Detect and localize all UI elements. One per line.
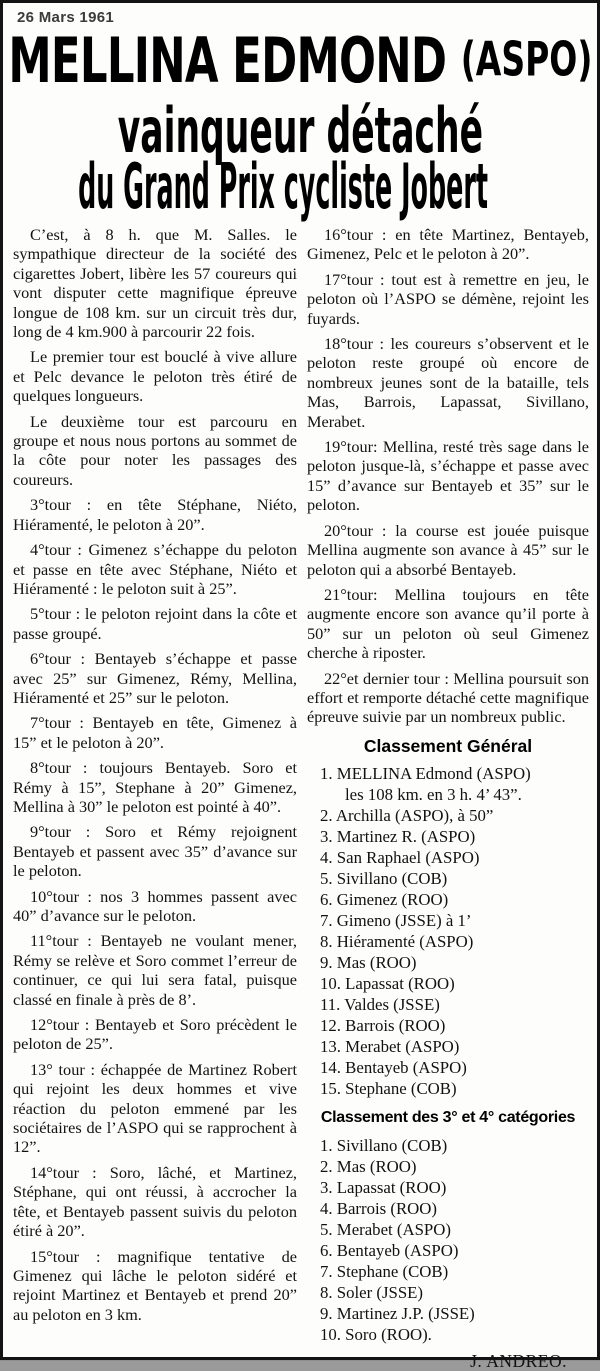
paragraph: 20°tour : la course est jouée puisque Mellina augmente son avance à 45” sur le peloton qui a absorbé Bentayeb. [307, 520, 589, 579]
paragraph: 16°tour : en tête Martinez, Bentayeb, Gimenez, Pelc et le peloton à 20”. [307, 225, 589, 264]
classement-item: 11. Valdes (JSSE) [320, 994, 440, 1014]
paragraph: 6°tour : Bentayeb s’échappe et passe avec 25” sur Gimenez, Rémy, Mellina, Hiéramenté et 25” sur le peloton. [13, 649, 297, 707]
classement-general-title: Classement Général [363, 735, 533, 756]
classement-item: 8. Hiéramenté (ASPO) [320, 931, 474, 951]
classement-item: 5. Merabet (ASPO) [320, 1219, 451, 1239]
headline-line-3: du Grand Prix cycliste Jobert [78, 150, 488, 224]
paragraph: 8°tour : toujours Bentayeb. Soro et Rémy à 15”, Stephane à 20” Gimenez, Mellina à 30” le peloton est pointé à 40”. [13, 758, 297, 816]
paragraph: 17°tour : tout est à remettre en jeu, le peloton où l’ASPO se démène, rejoint les fuyards. [307, 269, 589, 328]
paragraph: 9°tour : Soro et Rémy rejoignent Bentayeb et passent avec 35” d’avance sur le peloton. [13, 822, 297, 881]
classement-item: 13. Merabet (ASPO) [320, 1036, 460, 1056]
headline-main-text: MELLINA EDMOND [7, 23, 446, 98]
classement-item: 9. Mas (ROO) [320, 952, 417, 972]
author-signature: J. ANDREO. [470, 1350, 567, 1371]
classement-item: 2. Archilla (ASPO), à 50” [320, 805, 494, 825]
paragraph: 10°tour : nos 3 hommes passent avec 40” d’avance sur le peloton. [13, 886, 297, 925]
classement-item: 6. Gimenez (ROO) [320, 889, 449, 909]
paragraph: 13° tour : échappée de Martinez Robert qui rejoint les deux hommes et vive réaction du peloton emmené par les sociétaires de l’ASPO qui se rapprochent à 12”. [13, 1059, 297, 1157]
classement-item: 15. Stephane (COB) [320, 1078, 457, 1098]
classement-item: 6. Bentayeb (ASPO) [320, 1240, 459, 1260]
classement-item: 10. Soro (ROO). [320, 1324, 432, 1344]
article-body [3, 225, 597, 1371]
paragraph: 18°tour : les coureurs s’observent et le peloton reste groupé où encore de nombreux jeunes sont de la bataille, tels Mas, Barrois, Lapassat, Sivillano, Merabet. [307, 334, 589, 431]
classement-item: 5. Sivillano (COB) [320, 868, 448, 888]
classement-categories-title: Classement des 3° et 4° catégories [320, 1108, 576, 1126]
paragraph: 4°tour : Gimenez s’échappe du peloton et passe en tête avec Stéphane, Niéto et Hiéramenté : le peloton suit à 25”. [13, 540, 297, 598]
article-column-left [13, 225, 297, 1371]
paragraph: Le deuxième tour est parcouru en groupe et nous nous portons au sommet de la côte pour noter les passages des coureurs. [13, 411, 297, 489]
classement-general-section [307, 736, 589, 1099]
classement-item: 1. Sivillano (COB) [320, 1135, 448, 1155]
paragraph: 12°tour : Bentayeb et Soro précèdent le peloton de 25”. [13, 1015, 297, 1054]
classement-item: 7. Gimeno (JSSE) à 1’ [320, 910, 472, 930]
article-column-right [307, 225, 589, 1371]
classement-item: 14. Bentayeb (ASPO) [320, 1057, 467, 1077]
classement-general-list [307, 763, 589, 1099]
paragraph: C’est, à 8 h. que M. Salles. le sympathique directeur de la société des cigarettes Jobert, libère les 57 coureurs qui vont disputer cette magnifique épreuve longue de 108 km. sur un circuit très dur, long de 4 km.900 à parcourir 22 fois. [13, 225, 297, 342]
classement-item: 4. San Raphael (ASPO) [320, 847, 480, 867]
classement-item: 12. Barrois (ROO) [320, 1015, 446, 1035]
classement-item: 3. Lapassat (ROO) [320, 1177, 447, 1197]
classement-item: 1. MELLINA Edmond (ASPO) [320, 763, 531, 783]
classement-item: 4. Barrois (ROO) [320, 1198, 437, 1218]
classement-item: 10. Lapassat (ROO) [320, 973, 455, 993]
paragraph: 19°tour: Mellina, resté très sage dans le peloton jusque-là, s’échappe et passe avec 15” d’avance sur Bentayeb et 35” sur le peloton. [307, 437, 589, 515]
classement-item: 9. Martinez J.P. (JSSE) [320, 1303, 475, 1323]
paragraph: 21°tour: Mellina toujours en tête augmente encore son avance qu’il porte à 50” sur un peloton où seul Gimenez cherche à riposter. [307, 584, 589, 663]
paragraph: Le premier tour est bouclé à vive allure et Pelc devance le peloton très étiré de quelques longueurs. [13, 347, 297, 406]
paragraph: 5°tour : le peloton rejoint dans la côte et passe groupé. [13, 604, 297, 643]
headline-line-1 [3, 23, 597, 98]
classement-item: 7. Stephane (COB) [320, 1261, 449, 1281]
classement-winner-time: les 108 km. en 3 h. 4’ 43”. [345, 784, 522, 804]
classement-categories-section [307, 1108, 589, 1345]
classement-item: 3. Martinez R. (ASPO) [320, 826, 476, 846]
headline-line-2: vainqueur détaché [117, 94, 483, 168]
classement-item: 8. Soler (JSSE) [320, 1282, 424, 1302]
paragraph: 3°tour : en tête Stéphane, Niéto, Hiéramenté, le peloton à 20”. [13, 495, 297, 534]
paragraph: 14°tour : Soro, lâché, et Martinez, Stéphane, qui ont réussi, à accrocher la tête, et Bentayeb passent suivis du peloton étiré à 20”. [13, 1162, 297, 1241]
paragraph: 15°tour : magnifique tentative de Gimenez qui lâche le peloton sidéré et rejoint Martinez et Bentayeb et prend 20” au peloton en 3 km. [13, 1246, 297, 1324]
date-label: 26 Mars 1961 [17, 9, 115, 26]
paragraph: 11°tour : Bentayeb ne voulant mener, Rémy se relève et Soro commet l’erreur de continuer, ce qui lui sera fatal, puisque classé en finale à près de 8’. [13, 931, 297, 1009]
paragraph: 22°et dernier tour : Mellina poursuit son effort et remporte détaché cette magnifique épreuve suivie par un nombreux public. [307, 668, 589, 727]
classement-categories-list [307, 1135, 589, 1345]
headline-team-suffix: (ASPO) [460, 32, 593, 88]
classement-item: 2. Mas (ROO) [320, 1156, 417, 1176]
paragraph: 7°tour : Bentayeb en tête, Gimenez à 15” et le peloton à 20”. [13, 713, 297, 752]
